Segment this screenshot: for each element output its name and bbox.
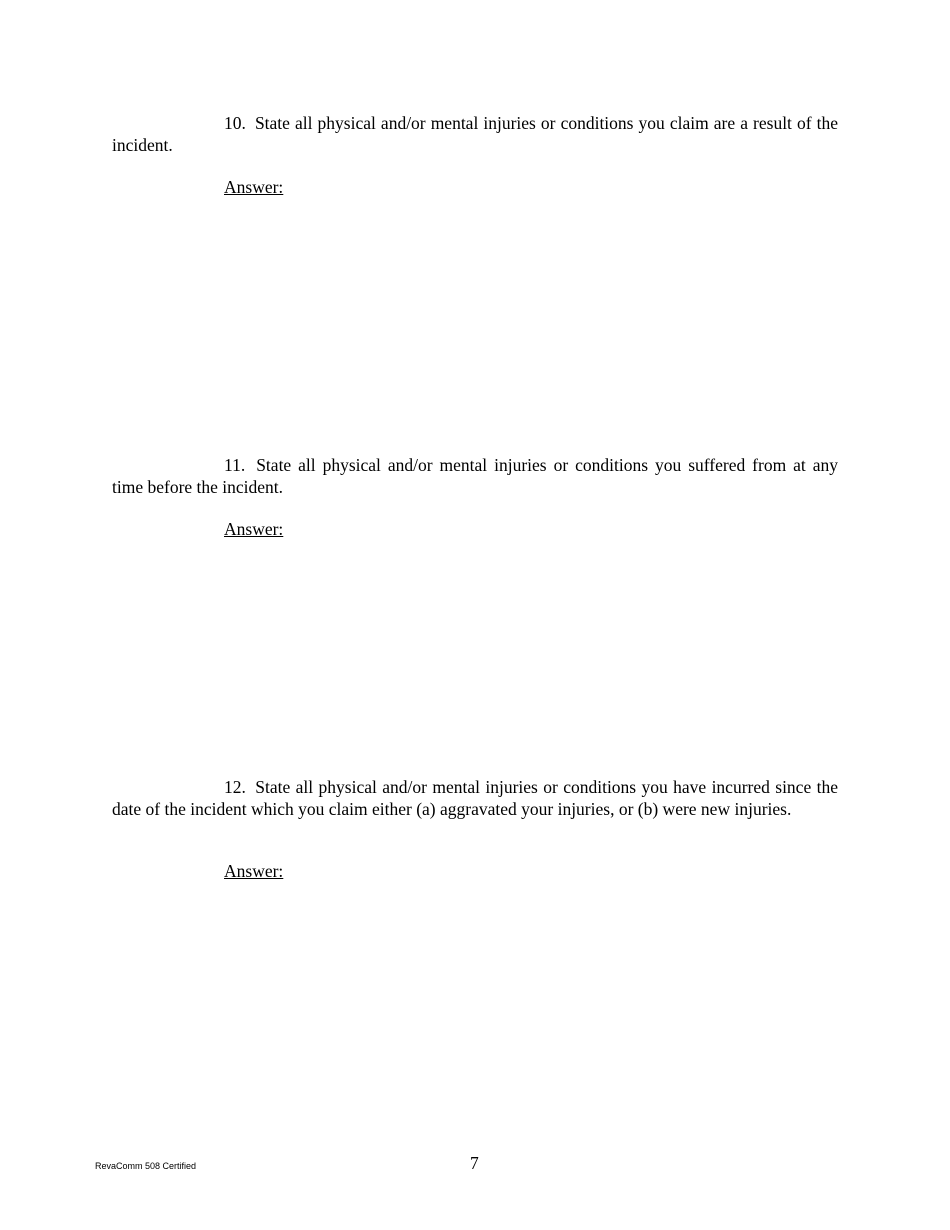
question-12-answer-label: Answer: (224, 861, 284, 881)
question-11-text: State all physical and/or mental injuries or conditions you suffered from at any time before the incident. (112, 455, 839, 497)
question-11 (112, 455, 838, 498)
footer-certification: RevaComm 508 Certified (95, 1161, 197, 1171)
question-12 (112, 777, 838, 820)
question-10-number: 10. (224, 113, 246, 133)
question-12-number: 12. (224, 777, 246, 797)
question-10-answer-label: Answer: (224, 177, 284, 197)
question-10 (112, 113, 838, 156)
question-11-answer-label: Answer: (224, 519, 284, 539)
page-number: 7 (470, 1153, 479, 1173)
question-12-text: State all physical and/or mental injuries or conditions you have incurred since the date of the incident which you claim either (a) aggravated your injuries, or (b) were new injuries. (112, 777, 838, 819)
question-10-text: State all physical and/or mental injuries or conditions you claim are a result of the incident. (112, 113, 838, 155)
question-11-number: 11. (224, 455, 246, 475)
